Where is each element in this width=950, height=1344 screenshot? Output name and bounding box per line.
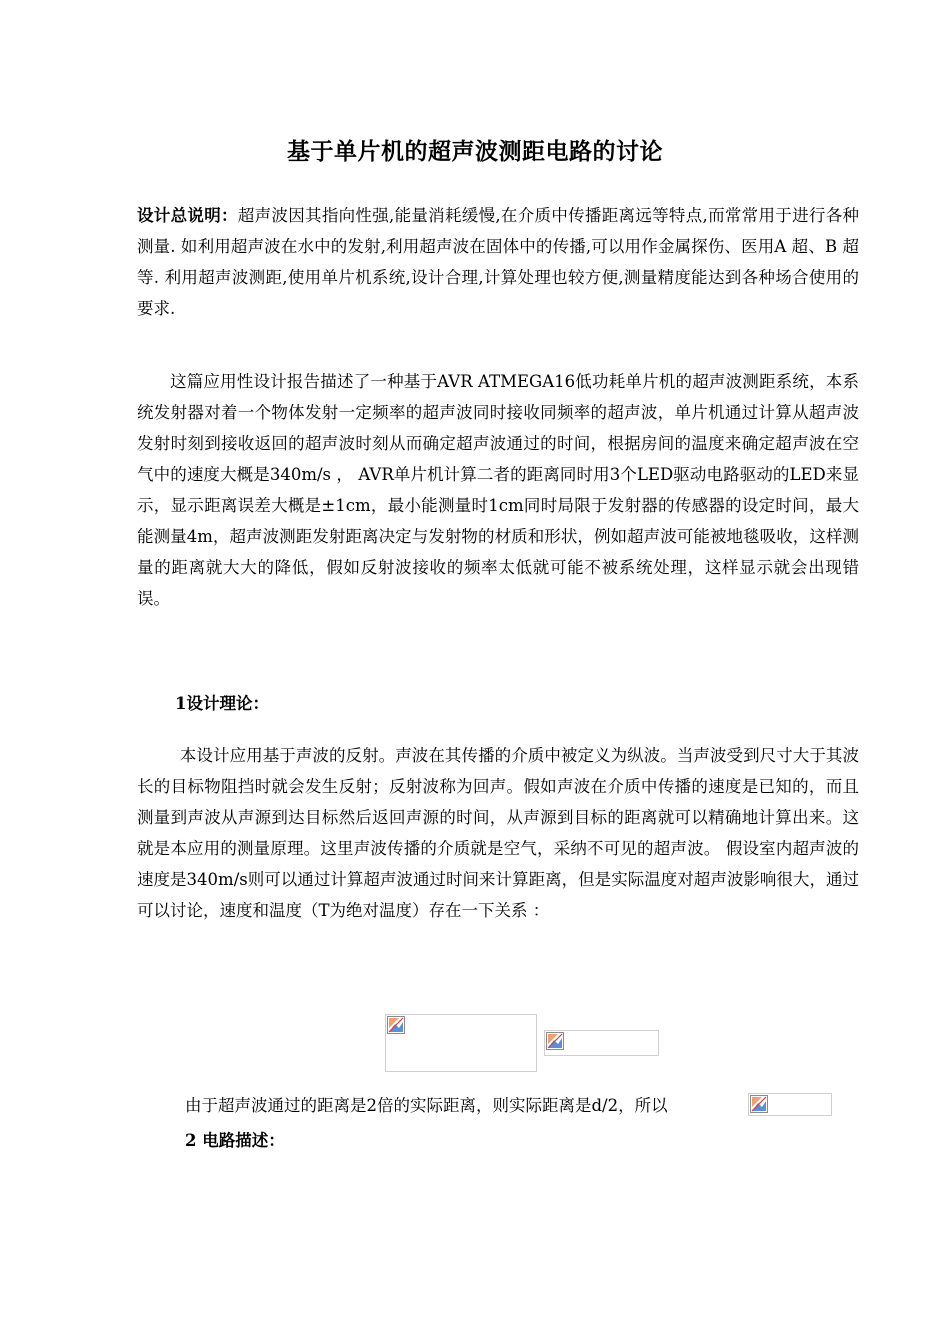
design-summary-text: 超声波因其指向性强,能量消耗缓慢,在介质中传播距离远等特点,而常常用于进行各种测量. 如利用超声波在水中的发射,利用超声波在固体中的传播,可以用作金属探伤、医用A 超、B 超等. 利用超声波测距,使用单片机系统,设计合理,计算处理也较方便,测量精度能达到各种场合使用的要求. bbox=[137, 206, 859, 318]
formula-image-speed-temperature bbox=[385, 1014, 537, 1072]
section-1-paragraph bbox=[137, 740, 859, 926]
design-summary-label: 设计总说明： bbox=[137, 206, 238, 225]
report-description-text: 这篇应用性设计报告描述了一种基于AVR ATMEGA16低功耗单片机的超声波测距系统，本系统发射器对着一个物体发射一定频率的超声波同时接收同频率的超声波，单片机通过计算从超声波发射时刻到接收返回的超声波时刻从而确定超声波通过的时间，根据房间的温度来确定超声波在空气中的速度大概是340m/s ， AVR单片机计算二者的距离同时用3个LED驱动电路驱动的LED来显示，显示距离误差大概是±1cm，最小能测量时1cm同时局限于发射器的传感器的设定时间，最大能测量4m，超声波测距发射距离决定与发射物的材质和形状，例如超声波可能被地毯吸收，这样测量的距离就大大的降低，假如反射波接收的频率太低就可能不被系统处理，这样显示就会出现错误。 bbox=[137, 372, 859, 608]
distance-formula-line: 由于超声波通过的距离是2倍的实际距离，则实际距离是d/2，所以 bbox=[185, 1096, 668, 1115]
broken-image-icon bbox=[387, 1016, 405, 1034]
broken-image-icon bbox=[750, 1095, 768, 1113]
report-description-paragraph bbox=[137, 366, 859, 614]
section-1-heading: 1设计理论： bbox=[175, 694, 269, 713]
formula-image-time bbox=[544, 1030, 659, 1056]
design-summary-paragraph bbox=[137, 200, 859, 324]
section-1-text: 本设计应用基于声波的反射。声波在其传播的介质中被定义为纵波。当声波受到尺寸大于其波长的目标物阻挡时就会发生反射；反射波称为回声。假如声波在介质中传播的速度是已知的，而且测量到声波从声源到达目标然后返回声源的时间，从声源到目标的距离就可以精确地计算出来。这就是本应用的测量原理。这里声波传播的介质就是空气，采纳不可见的超声波。 假设室内超声波的速度是340m/s则可以通过计算超声波通过时间来计算距离，但是实际温度对超声波影响很大，通过可以讨论，速度和温度（T为绝对温度）存在一下关系 ： bbox=[137, 746, 859, 920]
document-title: 基于单片机的超声波测距电路的讨论 bbox=[287, 138, 663, 165]
broken-image-icon bbox=[546, 1032, 564, 1050]
section-2-heading: 2 电路描述： bbox=[185, 1131, 285, 1150]
formula-image-distance bbox=[748, 1093, 832, 1116]
